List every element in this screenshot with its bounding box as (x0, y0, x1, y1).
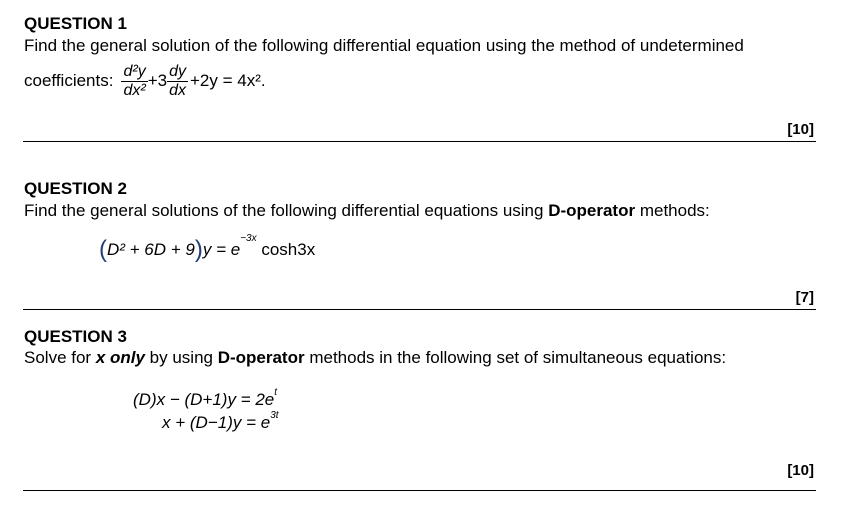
question-1-title: QUESTION 1 (24, 14, 127, 33)
equation-text: (D)x − (D+1)y = 2e (133, 390, 275, 409)
question-1-fraction-first-derivative (167, 64, 188, 99)
divider (23, 141, 816, 142)
instruction-text: methods in the following set of simultaneous equations: (304, 348, 727, 367)
question-3-instruction (24, 348, 726, 368)
divider (23, 490, 816, 491)
question-3-title-text: QUESTION 3 (24, 327, 127, 346)
instruction-text: by using (144, 348, 218, 367)
instruction-text: Find the general solutions of the following differential equations using (24, 201, 549, 220)
equation-rhs: y = e (202, 240, 241, 259)
question-1-marks: [10] (787, 121, 814, 138)
question-1-equation-rest: +2y = 4x². (190, 71, 266, 90)
instruction-text: Solve for (24, 348, 96, 367)
question-3-equation-1 (133, 387, 278, 410)
question-1-fraction-second-derivative (121, 64, 147, 99)
question-1-coefficient: +3 (147, 71, 168, 90)
question-1-lead: coefficients: (24, 71, 114, 90)
question-1-equation-line (24, 59, 266, 103)
question-3-equation-2 (162, 410, 279, 433)
operator-polynomial: D² + 6D + 9 (107, 240, 195, 259)
equation-cosh: cosh3x (256, 240, 316, 259)
instruction-bold-text: D-operator (548, 201, 636, 220)
exponent: −3x (240, 233, 257, 244)
equation-text: x + (D−1)y = e (162, 413, 271, 432)
question-2-title: QUESTION 2 (24, 179, 127, 198)
divider (23, 309, 816, 310)
exponent: t (274, 387, 278, 398)
question-2-equation (99, 233, 316, 264)
instruction-bold-italic-text: x only (95, 348, 145, 367)
close-paren: ) (194, 236, 203, 263)
instruction-bold-text: D-operator (217, 348, 305, 367)
question-3-title (24, 327, 127, 347)
fraction-numerator: d²y (123, 62, 146, 80)
question-1-instruction: Find the general solution of the following differential equation using the method of undetermined (24, 36, 744, 55)
open-paren: ( (99, 236, 107, 263)
question-2-instruction (24, 201, 710, 221)
fraction-numerator: dy (169, 62, 186, 80)
exponent: 3t (270, 410, 279, 421)
question-3-marks: [10] (787, 462, 814, 479)
question-2-marks: [7] (795, 289, 814, 306)
fraction-denominator: dx (169, 81, 186, 99)
instruction-text: methods: (635, 201, 710, 220)
fraction-denominator: dx² (123, 81, 146, 99)
